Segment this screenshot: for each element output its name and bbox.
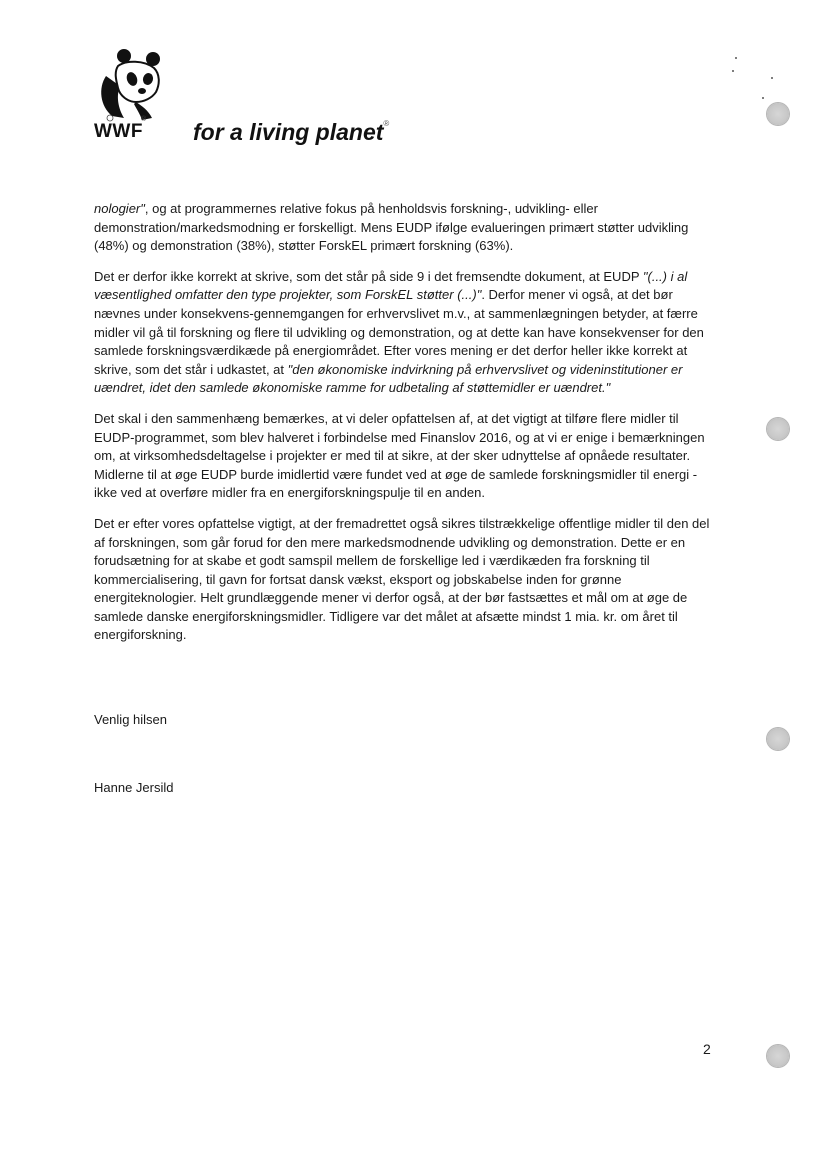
punch-hole (767, 103, 789, 125)
punch-hole (767, 728, 789, 750)
tagline: for a living planet® (193, 119, 390, 145)
scan-speck (762, 97, 764, 99)
paragraph-3: Det skal i den sammenhæng bemærkes, at vi deler opfattelsen af, at det vigtigt at tilføre flere midler til EUDP-programmet, som blev halveret i forbindelse med Finanslov 2016, og at vi er enige i bemærkningen om, at virksomhedsdeltagelse i projekter er med til at sikre, at der sker udnyttelse af opnåede resultater. Midlerne til at øge EUDP burde imidlertid være fundet ved at øge de samlede forskningsmidler til energi - ikke ved at overføre midler fra en energiforskningspulje til en anden. (94, 410, 705, 501)
signer-name: Hanne Jersild (94, 780, 174, 795)
panda-logo-icon (96, 46, 168, 124)
page-number: 2 (703, 1041, 711, 1057)
registered-mark: ® (141, 116, 147, 123)
paragraph-1: nologier", og at programmernes relative fokus på henholdsvis forskning-, udvikling- eller demonstration/markedsmodning er forskelligt. Mens EUDP ifølge evalueringen primært støtter udvikling (48%) og demonstration (38%), støtter ForskEL primært forskning (63%). (94, 201, 689, 254)
wwf-wordmark: WWF (94, 121, 143, 142)
punch-hole (767, 1045, 789, 1067)
paragraph-4: Det er efter vores opfattelse vigtigt, at der fremadrettet også sikres tilstrækkelige offentlige midler til den del af forskningen, som går forud for den mere markedsmodnende udvikling og demonstration. Dette er en forudsætning for at skabe et godt samspil mellem de forskellige led i værdikæden fra forskning til kommercialisering, til gavn for fortsat dansk vækst, eksport og jobskabelse inden for grønne energiteknologier. Helt grundlæggende mener vi derfor også, at der bør fastsættes et mål om at øge de samlede danske energiforskningsmidler. Tidligere var det målet at afsætte mindst 1 mia. kr. om året til energiforskning. (94, 515, 710, 643)
scan-speck (771, 77, 773, 79)
tagline-registered-mark: ® (383, 119, 390, 128)
scan-speck (732, 70, 734, 72)
closing: Venlig hilsen (94, 712, 167, 727)
letter-body (94, 200, 718, 657)
punch-hole (767, 418, 789, 440)
paragraph-2: Det er derfor ikke korrekt at skrive, som det står på side 9 i det fremsendte dokument, at EUDP "(...) i al væsentlighed omfatter den type projekter, som ForskEL støtter (...)". Derfor mener vi også, at det bør nævnes under konsekvens-gennemgangen for erhvervslivet m.v., at sammenlægningen betyder, at færre midler vil gå til forskning og flere til udvikling og demonstration, og at dette kan have konsekvenser for den samlede forskningsværdikæde på energiområdet. Efter vores mening er det derfor heller ikke korrekt at skrive, som det står i udkastet, at "den økonomiske indvirkning på erhvervslivet og videninstitutioner er uændret, idet den samlede økonomiske ramme for udbetaling af støttemidler er uændret." (94, 268, 704, 396)
scan-speck (735, 57, 737, 59)
